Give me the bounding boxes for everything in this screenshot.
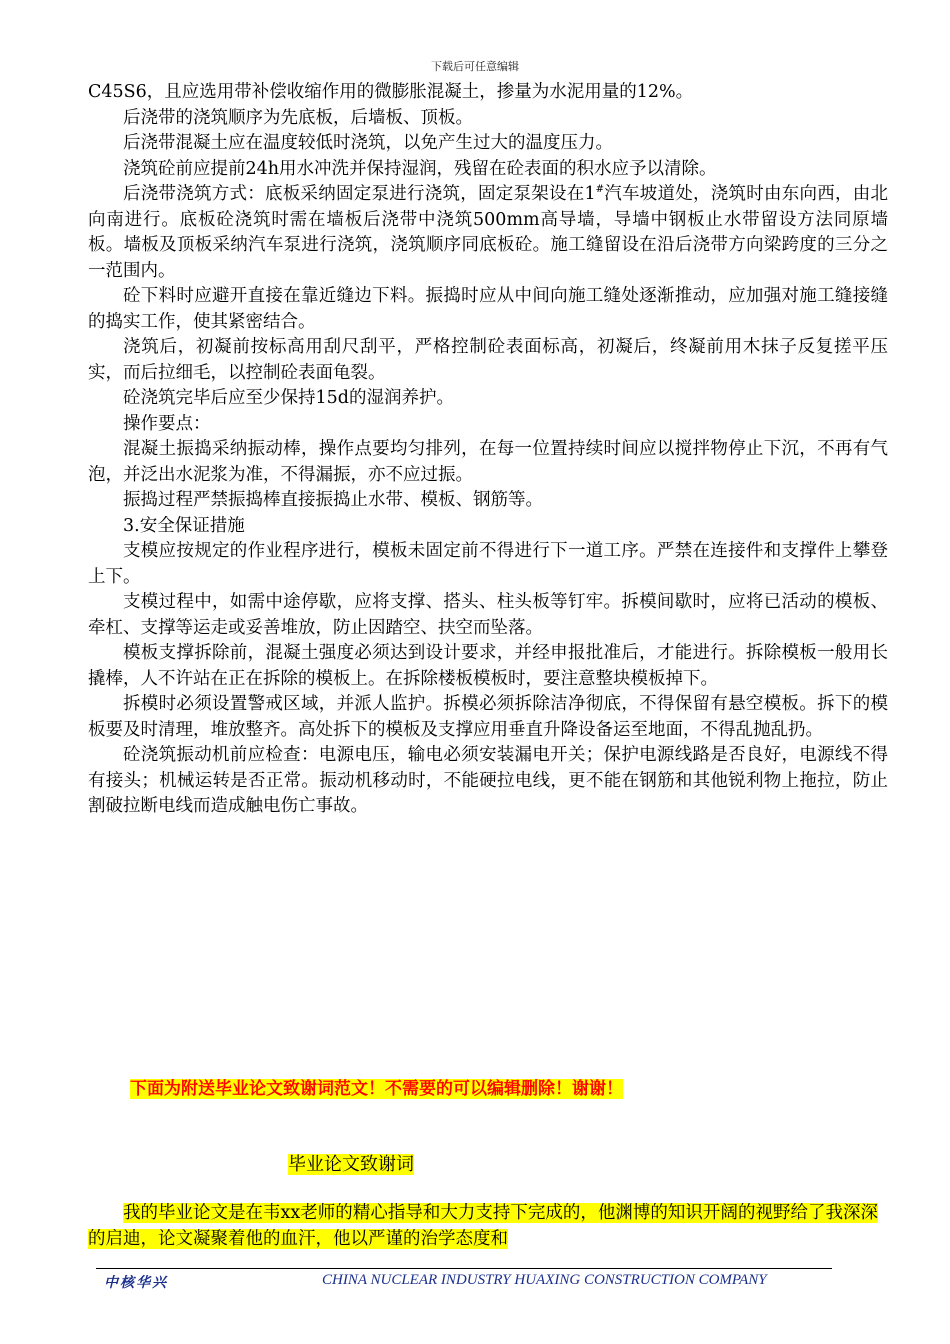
paragraph: 砼浇筑完毕后应至少保持15d的湿润养护。 <box>123 388 454 408</box>
paragraph: 浇筑砼前应提前24h用水冲洗并保持湿润，残留在砼表面的积水应予以清除。 <box>123 158 717 179</box>
thanks-title <box>288 1152 414 1178</box>
paragraph: 后浇带混凝土应在温度较低时浇筑，以免产生过大的温度压力。 <box>123 133 613 153</box>
paragraph: 浇筑后，初凝前按标高用刮尺刮平，严格控制砼表面标高，初凝后，终凝前用木抹子反复搓平压实，而后拉细毛，以控制砼表面龟裂。 <box>88 337 888 383</box>
paragraph: 支模过程中，如需中途停歇，应将支撑、搭头、柱头板等钉牢。拆模间歇时，应将已活动的模板、牵杠、支撑等运走或妥善堆放，防止因踏空、扶空而坠落。 <box>88 592 888 638</box>
paragraph: 混凝土振捣采纳振动棒，操作点要均匀排列，在每一位置持续时间应以搅拌物停止下沉，不再有气泡，并泛出水泥浆为准，不得漏振，亦不应过振。 <box>88 439 888 485</box>
paragraph: 砼浇筑振动机前应检查：电源电压，输电必须安装漏电开关；保护电源线路是否良好，电源线不得有接头；机械运转是否正常。振动机移动时，不能硬拉电线，更不能在钢筋和其他锐利物上拖拉，防止割破拉断电线而造成触电伤亡事故。 <box>88 745 888 816</box>
paragraph: 模板支撑拆除前，混凝土强度必须达到设计要求，并经申报批准后，才能进行。拆除模板一般用长撬棒，人不许站在正在拆除的模板上。在拆除楼板模板时，要注意整块模板掉下。 <box>88 643 888 689</box>
section-heading: 3.安全保证措施 <box>123 515 245 536</box>
notice-banner <box>130 1076 890 1102</box>
thanks-body <box>88 1200 878 1252</box>
paragraph: 拆模时必须设置警戒区域，并派人监护。拆模必须拆除洁净彻底，不得保留有悬空模板。拆下的模板要及时清理，堆放整齐。高处拆下的模板及支撑应用垂直升降设备运至地面，不得乱抛乱扔。 <box>88 694 888 740</box>
paragraph: C45S6，且应选用带补偿收缩作用的微膨胀混凝土，掺量为水泥用量的12%。 <box>88 82 694 102</box>
header-note: 下载后可任意编辑 <box>431 60 519 73</box>
thanks-paragraph <box>88 1200 878 1252</box>
paragraph-part: 汽车坡道处，浇筑时由东向西，由北向南进行。底板砼浇筑时需在墙板后浇带中浇筑500mm高导墙，导墙中钢板止水带留设方法同原墙板。墙板及顶板采纳汽车泵进行浇筑，浇筑顺序同底板砼。施工缝留设在沿后浇带方向梁跨度的三分之一范围内。 <box>88 184 889 281</box>
paragraph: 砼下料时应避开直接在靠近缝边下料。振捣时应从中间向施工缝处逐渐推动，应加强对施工缝接缝的捣实工作，使其紧密结合。 <box>88 286 888 332</box>
notice-text: 下面为附送毕业论文致谢词范文！不需要的可以编辑删除！谢谢！ <box>130 1079 623 1099</box>
footer-divider <box>96 1268 832 1269</box>
footer-company-name: CHINA NUCLEAR INDUSTRY HUAXING CONSTRUCTION COMPANY <box>322 1272 767 1288</box>
paragraph: 操作要点： <box>123 413 211 434</box>
paragraph: 后浇带的浇筑顺序为先底板，后墙板、顶板。 <box>123 107 473 128</box>
paragraph-part: 后浇带浇筑方式：底板采纳固定泵进行浇筑，固定泵架设在1 <box>123 184 596 204</box>
paragraph <box>88 182 888 284</box>
paragraph: 振捣过程严禁振捣棒直接振捣止水带、模板、钢筋等。 <box>123 490 543 510</box>
company-logo: 中核华兴 <box>104 1275 168 1291</box>
thanks-paragraph-text: 我的毕业论文是在韦xx老师的精心指导和大力支持下完成的，他渊博的知识开阔的视野给了我深深的启迪，论文凝聚着他的血汗，他以严谨的治学态度和 <box>88 1203 878 1249</box>
body-text <box>88 80 888 820</box>
paragraph: 支模应按规定的作业程序进行，模板未固定前不得进行下一道工序。严禁在连接件和支撑件上攀登上下。 <box>88 541 888 587</box>
thanks-title-text: 毕业论文致谢词 <box>288 1154 414 1175</box>
superscript-mark: # <box>595 184 605 196</box>
